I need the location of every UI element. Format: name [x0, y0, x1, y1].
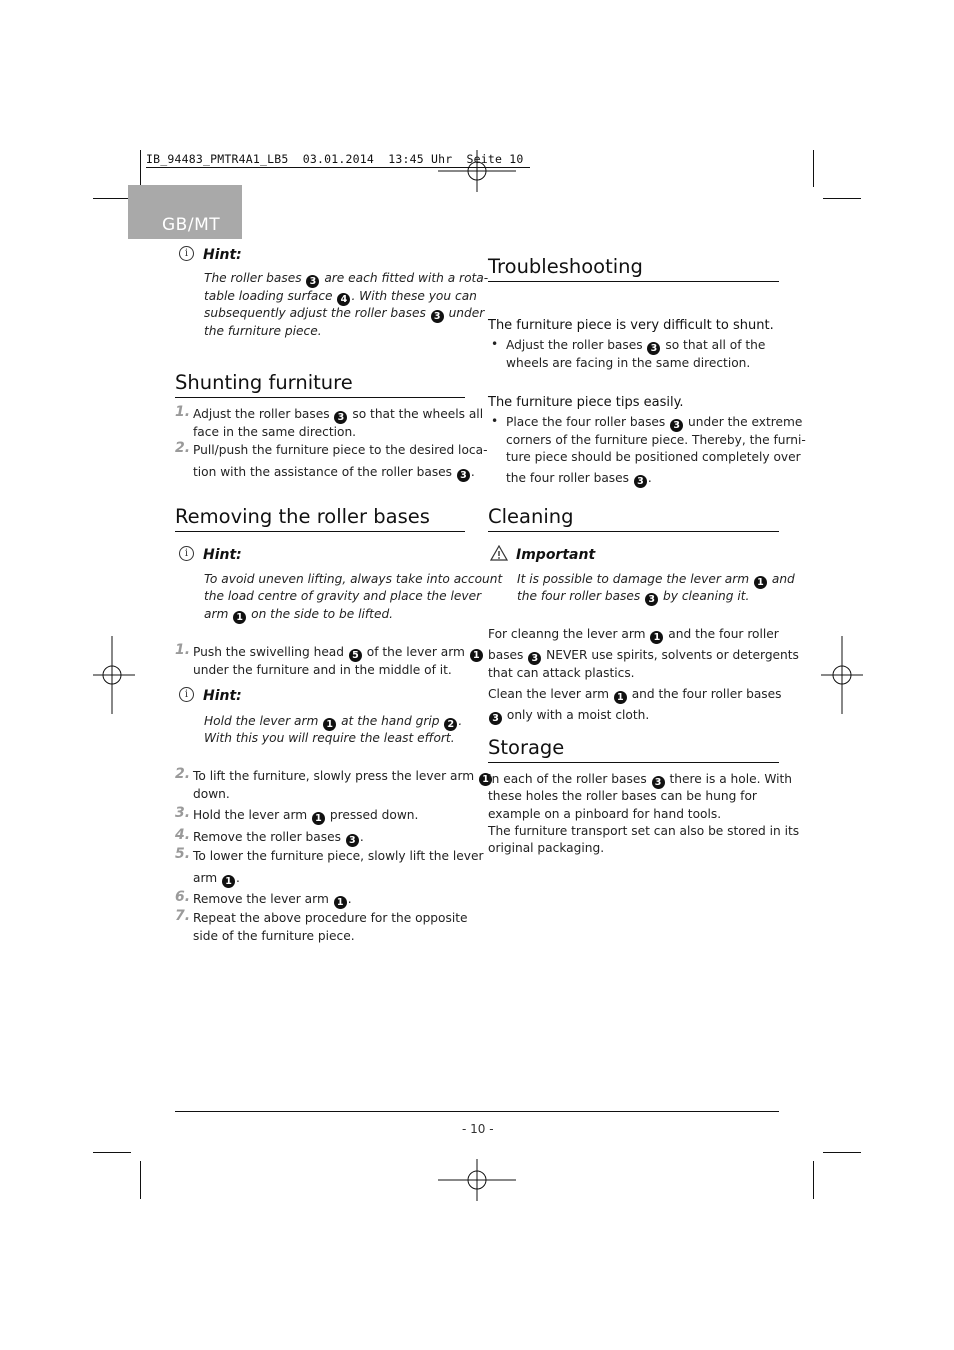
- bullet: •: [491, 414, 499, 428]
- step-text: Push the swivelling head 5 of the lever arm 1: [193, 644, 484, 662]
- body-text: The furniture transport set can also be stored in its: [488, 824, 800, 838]
- registration-mark-right: [821, 636, 863, 714]
- bullet: •: [491, 337, 499, 351]
- section-rule: [488, 762, 779, 763]
- step-number: 7.: [175, 908, 191, 924]
- step-text: under the furniture and in the middle of it.: [193, 663, 452, 677]
- part-number-badge: 3: [431, 310, 444, 323]
- crop-mark: [823, 198, 861, 199]
- step-number: 3.: [175, 805, 191, 821]
- print-header: IB_94483_PMTR4A1_LB5 03.01.2014 13:45 Uhr Seite 10: [146, 152, 524, 166]
- page-number: - 10 -: [462, 1122, 494, 1136]
- problem-heading: The furniture piece tips easily.: [488, 395, 684, 410]
- part-number-badge: 1: [470, 649, 483, 662]
- registration-mark-left: [93, 636, 135, 714]
- part-number-badge: 3: [528, 652, 541, 665]
- crop-mark: [140, 150, 141, 187]
- body-text: example on a pinboard for hand tools.: [488, 807, 722, 821]
- part-number-badge: 3: [647, 342, 660, 355]
- part-number-badge: 1: [312, 812, 325, 825]
- part-number-badge: 3: [489, 712, 502, 725]
- step-number: 4.: [175, 827, 191, 843]
- step-number: 5.: [175, 846, 191, 862]
- part-number-badge: 3: [306, 275, 319, 288]
- step-text: Remove the lever arm 1 .: [193, 892, 352, 908]
- info-icon: i: [179, 687, 194, 702]
- crop-mark: [93, 1152, 131, 1153]
- section-title-removing: Removing the roller bases: [175, 505, 430, 528]
- part-number-badge: 3: [652, 776, 665, 789]
- hint-text-line: the load centre of gravity and place the lever: [204, 589, 482, 603]
- section-rule: [488, 281, 779, 282]
- part-number-badge: 1: [754, 576, 767, 589]
- footer-rule: [175, 1111, 779, 1112]
- hint-text-line: arm 1 on the side to be lifted.: [204, 607, 394, 623]
- important-text: It is possible to damage the lever arm 1 and: [517, 572, 795, 588]
- hint-title: Hint:: [203, 247, 242, 263]
- body-text: original packaging.: [488, 841, 605, 855]
- step-number: 1.: [175, 642, 191, 658]
- section-rule: [175, 531, 465, 532]
- hint-text-line: Hold the lever arm 1 at the hand grip 2 .: [204, 714, 463, 730]
- body-text: these holes the roller bases can be hung for: [488, 789, 757, 803]
- crop-mark: [93, 198, 131, 199]
- part-number-badge: 1: [334, 896, 347, 909]
- language-tab: [128, 185, 242, 239]
- step-text: tion with the assistance of the roller bases 3 .: [193, 465, 475, 481]
- solution-text: ture piece should be positioned completely over: [506, 450, 801, 464]
- body-text: 3 only with a moist cloth.: [488, 707, 649, 725]
- part-number-badge: 1: [233, 611, 246, 624]
- step-text: To lift the furniture, slowly press the lever arm 1: [193, 768, 493, 786]
- solution-text: the four roller bases 3 .: [506, 471, 652, 487]
- hint-title: Hint:: [203, 547, 242, 563]
- solution-text: Adjust the roller bases 3 so that all of the: [506, 338, 766, 354]
- body-text: For cleanng the lever arm 1 and the four roller: [488, 627, 779, 643]
- hint-text-line: To avoid uneven lifting, always take into account: [204, 572, 503, 586]
- hint-text-line: The roller bases 3 are each fitted with a rota-: [204, 271, 489, 287]
- info-icon: i: [179, 246, 194, 261]
- section-title-cleaning: Cleaning: [488, 505, 574, 528]
- part-number-badge: 1: [323, 718, 336, 731]
- body-text: bases 3 NEVER use spirits, solvents or detergents: [488, 648, 799, 664]
- step-text: face in the same direction.: [193, 425, 357, 439]
- step-text: Remove the roller bases 3 .: [193, 830, 364, 846]
- solution-text: corners of the furniture piece. Thereby, the furni-: [506, 433, 806, 447]
- part-number-badge: 3: [346, 834, 359, 847]
- part-number-badge: 3: [457, 469, 470, 482]
- section-rule: [488, 531, 779, 532]
- section-title-troubleshooting: Troubleshooting: [488, 255, 643, 278]
- problem-heading: The furniture piece is very difficult to shunt.: [488, 318, 774, 333]
- step-number: 1.: [175, 404, 191, 420]
- hint-text-line: With this you will require the least effort.: [204, 731, 455, 745]
- step-number: 2.: [175, 766, 191, 782]
- important-title: Important: [516, 547, 596, 563]
- info-icon: i: [179, 546, 194, 561]
- crop-mark: [813, 1161, 814, 1199]
- important-text: the four roller bases 3 by cleaning it.: [517, 589, 750, 605]
- body-text: that can attack plastics.: [488, 666, 635, 680]
- step-text: To lower the furniture piece, slowly lift the lever: [193, 849, 484, 863]
- section-title-shunting: Shunting furniture: [175, 371, 353, 394]
- part-number-badge: 4: [337, 293, 350, 306]
- section-title-storage: Storage: [488, 736, 565, 759]
- crop-mark: [813, 150, 814, 187]
- part-number-badge: 1: [650, 631, 663, 644]
- step-text: side of the furniture piece.: [193, 929, 355, 943]
- section-rule: [175, 397, 465, 398]
- registration-mark-top: [438, 150, 516, 192]
- part-number-badge: 1: [614, 691, 627, 704]
- solution-text: wheels are facing in the same direction.: [506, 356, 751, 370]
- hint-text-line: the furniture piece.: [204, 324, 322, 338]
- part-number-badge: 3: [334, 411, 347, 424]
- hint-text-line: subsequently adjust the roller bases 3 under: [204, 306, 485, 322]
- part-number-badge: 3: [645, 593, 658, 606]
- hint-title: Hint:: [203, 688, 242, 704]
- body-text: In each of the roller bases 3 there is a hole. With: [488, 772, 793, 788]
- language-tab-label: GB/MT: [162, 215, 221, 235]
- body-text: Clean the lever arm 1 and the four roller bases: [488, 687, 782, 703]
- hint-text-line: table loading surface 4 . With these you can: [204, 289, 477, 305]
- part-number-badge: 1: [479, 773, 492, 786]
- step-text: Repeat the above procedure for the opposite: [193, 911, 468, 925]
- step-text: Adjust the roller bases 3 so that the wheels all: [193, 407, 484, 423]
- part-number-badge: 1: [222, 875, 235, 888]
- warning-icon: [490, 545, 508, 561]
- registration-mark-bottom: [438, 1159, 516, 1201]
- part-number-badge: 3: [634, 475, 647, 488]
- crop-mark: [140, 1161, 141, 1199]
- step-text: Hold the lever arm 1 pressed down.: [193, 808, 419, 824]
- part-number-badge: 3: [670, 419, 683, 432]
- step-text: Pull/push the furniture piece to the desired loca-: [193, 443, 488, 457]
- solution-text: Place the four roller bases 3 under the extreme: [506, 415, 803, 431]
- step-text: down.: [193, 787, 230, 801]
- step-number: 6.: [175, 889, 191, 905]
- step-number: 2.: [175, 440, 191, 456]
- crop-mark: [823, 1152, 861, 1153]
- step-text: arm 1 .: [193, 871, 240, 887]
- part-number-badge: 2: [444, 718, 457, 731]
- part-number-badge: 5: [349, 649, 362, 662]
